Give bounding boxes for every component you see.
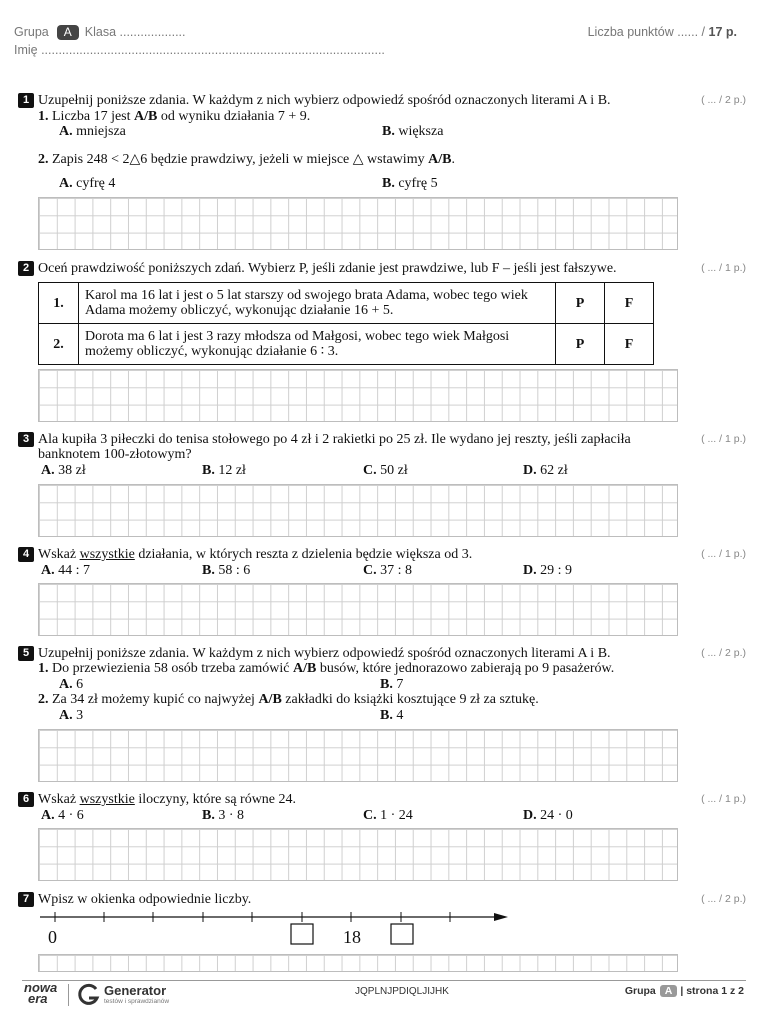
- q6-option-c[interactable]: C. 1 · 24: [363, 808, 413, 823]
- answer-grid-5[interactable]: [38, 729, 678, 782]
- q1-s2-option-a[interactable]: A. cyfrę 4: [59, 176, 116, 191]
- group-label: Grupa: [14, 25, 49, 39]
- question-number-3: 3: [18, 432, 34, 447]
- q1-sentence-2: 2. Zapis 248 < 2△6 będzie prawdziwy, jeżeli w miejsce △ wstawimy A/B.: [38, 152, 455, 167]
- generator-logo-icon: [76, 983, 102, 1007]
- answer-p[interactable]: P: [556, 283, 605, 324]
- answer-grid-2[interactable]: [38, 369, 678, 422]
- footer-divider: [22, 980, 746, 981]
- generator-subtitle: testów i sprawdzianów: [104, 998, 170, 1005]
- question-7-text: Wpisz w okienka odpowiednie liczby.: [38, 892, 252, 907]
- question-number-1: 1: [18, 93, 34, 108]
- q5-sentence-1: 1. Do przewiezienia 58 osób trzeba zamówić A/B busów, które jednorazowo zabierają po 9 pasażerów.: [38, 661, 615, 676]
- nowa-era-logo: nowa era: [24, 980, 58, 1006]
- answer-grid-6[interactable]: [38, 828, 678, 881]
- logo-separator: [68, 984, 69, 1006]
- question-5-text: Uzupełnij poniższe zdania. W każdym z nich wybierz odpowiedź spośród oznaczonych literami A i B.: [38, 646, 611, 661]
- number-line-label-18: 18: [343, 927, 361, 947]
- answer-box-1: [291, 924, 313, 944]
- q5-s2-option-a[interactable]: A. 3: [59, 708, 84, 723]
- footer-page-info: Grupa A | strona 1 z 2: [624, 985, 744, 997]
- table-row: [39, 324, 654, 365]
- question-3-text-line-2: banknotem 100-złotowym?: [38, 447, 192, 462]
- table-row: [39, 283, 654, 324]
- question-number-4: 4: [18, 547, 34, 562]
- question-3-points: ( ... / 1 p.): [701, 433, 746, 445]
- question-4-text: Wskaż wszystkie działania, w których reszta z dzielenia będzie większa od 3.: [38, 547, 473, 562]
- q3-option-b[interactable]: B. 12 zł: [202, 463, 246, 478]
- question-2-points: ( ... / 1 p.): [701, 262, 746, 274]
- question-4-points: ( ... / 1 p.): [701, 548, 746, 560]
- question-number-6: 6: [18, 792, 34, 807]
- question-3-text-line-1: Ala kupiła 3 piłeczki do tenisa stołowego po 4 zł i 2 rakietki po 25 zł. Ile wydano jej reszty, jeśli zapłaciła: [38, 432, 631, 447]
- q3-option-a[interactable]: A. 38 zł: [41, 463, 86, 478]
- group-badge: A: [57, 25, 79, 40]
- question-5-points: ( ... / 2 p.): [701, 647, 746, 659]
- header-group-row: [14, 25, 186, 40]
- question-6-points: ( ... / 1 p.): [701, 793, 746, 805]
- q4-option-a[interactable]: A. 44 : 7: [41, 563, 91, 578]
- q6-option-d[interactable]: D. 24 · 0: [523, 808, 573, 823]
- q3-option-c[interactable]: C. 50 zł: [363, 463, 408, 478]
- answer-box-2: [391, 924, 413, 944]
- answer-grid-1[interactable]: [38, 197, 678, 250]
- question-1-text: Uzupełnij poniższe zdania. W każdym z nich wybierz odpowiedź spośród oznaczonych literami A i B.: [38, 93, 611, 108]
- answer-grid-4[interactable]: [38, 583, 678, 636]
- answer-p[interactable]: P: [556, 324, 605, 365]
- class-label: Klasa ...................: [84, 25, 186, 39]
- q5-s1-option-b[interactable]: B. 7: [380, 677, 404, 692]
- generator-title: Generator: [104, 983, 167, 998]
- question-2-text: Oceń prawdziwość poniższych zdań. Wybierz P, jeśli zdanie jest prawdziwe, lub F – jeśli jest fałszywe.: [38, 261, 617, 276]
- question-number-5: 5: [18, 646, 34, 661]
- question-number-7: 7: [18, 892, 34, 907]
- test-code: JQPLNJPDIQLJIJHK: [355, 986, 449, 997]
- number-line-label-0: 0: [48, 927, 57, 947]
- question-6-text: Wskaż wszystkie iloczyny, które są równe 24.: [38, 792, 297, 807]
- arrow-head-icon: [494, 913, 508, 921]
- statement: Karol ma 16 lat i jest o 5 lat starszy od swojego brata Adama, wobec tego wiek Adama możemy obliczyć, wykonując działanie 16 + 5.: [79, 283, 556, 324]
- q4-option-b[interactable]: B. 58 : 6: [202, 563, 251, 578]
- q1-s1-option-a[interactable]: A. mniejsza: [59, 124, 126, 139]
- points-summary: Liczba punktów ...... / 17 p.: [587, 25, 737, 39]
- q5-s1-option-a[interactable]: A. 6: [59, 677, 84, 692]
- row-number: 2.: [39, 324, 79, 365]
- q1-s1-option-b[interactable]: B. większa: [382, 124, 444, 139]
- q1-s2-option-b[interactable]: B. cyfrę 5: [382, 176, 438, 191]
- q4-option-c[interactable]: C. 37 : 8: [363, 563, 413, 578]
- question-number-2: 2: [18, 261, 34, 276]
- q4-option-d[interactable]: D. 29 : 9: [523, 563, 573, 578]
- q5-sentence-2: 2. Za 34 zł możemy kupić co najwyżej A/B zakładki do książki kosztujące 9 zł za sztukę.: [38, 692, 539, 707]
- q5-s2-option-b[interactable]: B. 4: [380, 708, 404, 723]
- question-7-points: ( ... / 2 p.): [701, 893, 746, 905]
- answer-grid-7[interactable]: [38, 954, 678, 972]
- q1-sentence-1: 1. Liczba 17 jest A/B od wyniku działania 7 + 9.: [38, 109, 311, 124]
- answer-grid-3[interactable]: [38, 484, 678, 537]
- answer-f[interactable]: F: [605, 283, 654, 324]
- number-line: [0, 905, 768, 950]
- question-1-points: ( ... / 2 p.): [701, 94, 746, 106]
- true-false-table: [38, 282, 654, 365]
- statement: Dorota ma 6 lat i jest 3 razy młodsza od Małgosi, wobec tego wiek Małgosi możemy obliczyć, wykonując działanie 6 ∶ 3.: [79, 324, 556, 365]
- q6-option-b[interactable]: B. 3 · 8: [202, 808, 245, 823]
- name-field[interactable]: Imię ...................................................................................................: [14, 43, 385, 57]
- footer-group-badge: A: [660, 985, 678, 997]
- q6-option-a[interactable]: A. 4 · 6: [41, 808, 84, 823]
- q3-option-d[interactable]: D. 62 zł: [523, 463, 568, 478]
- answer-f[interactable]: F: [605, 324, 654, 365]
- row-number: 1.: [39, 283, 79, 324]
